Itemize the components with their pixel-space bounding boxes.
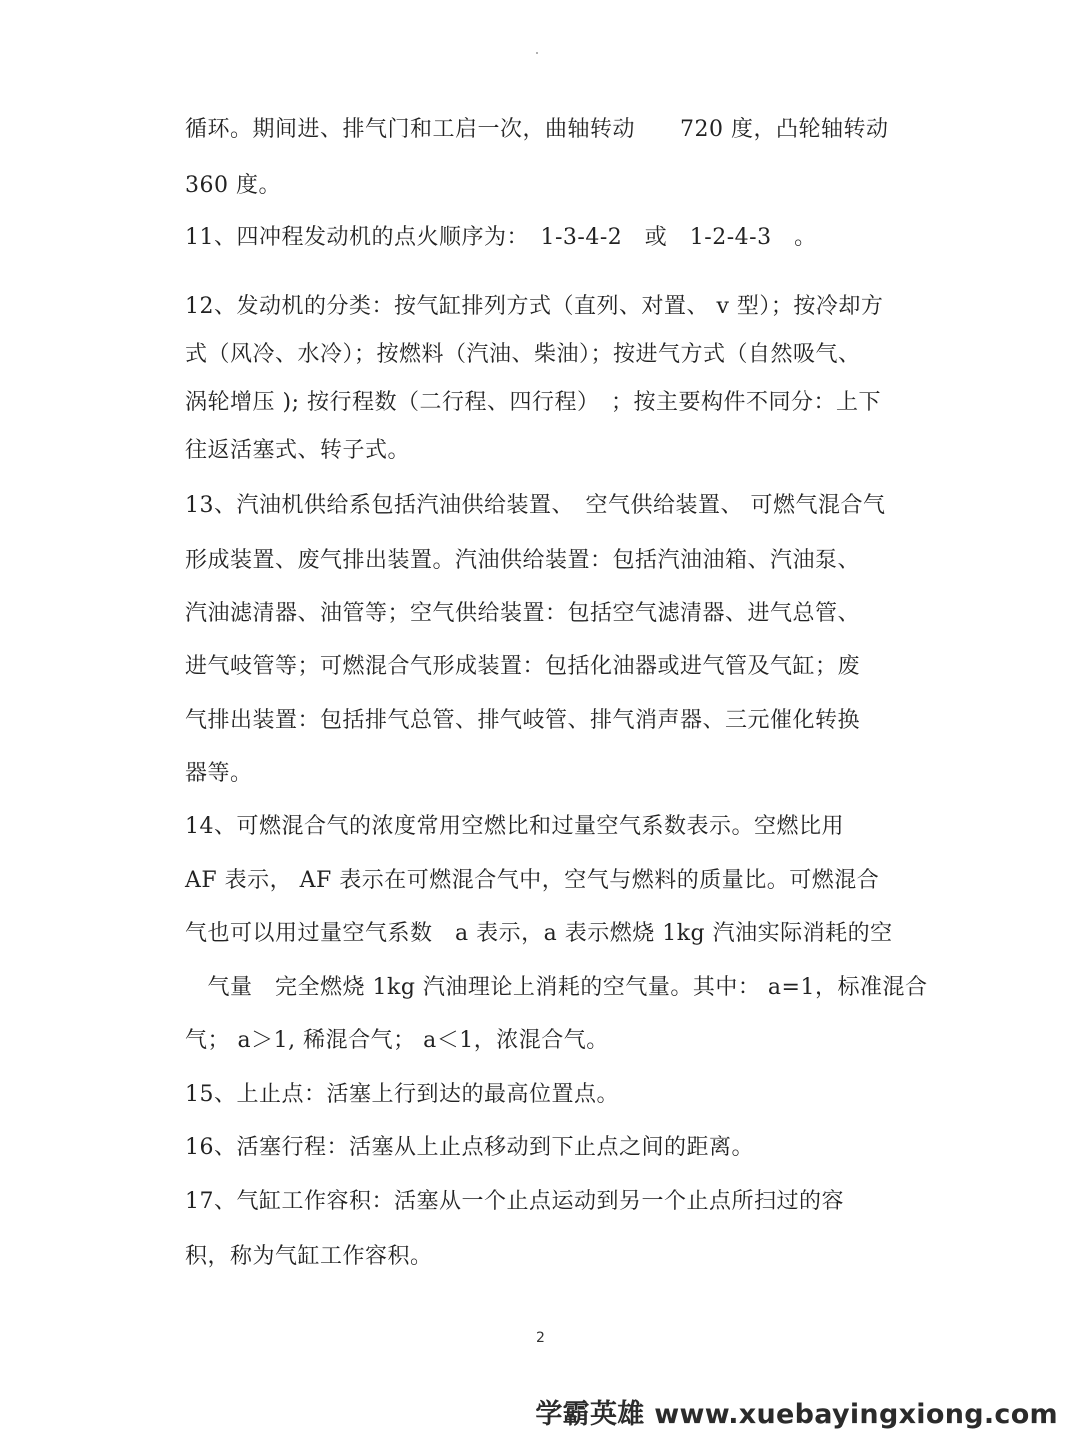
text-line: 汽油滤清器、油管等；空气供给装置：包括空气滤清器、进气总管、 bbox=[185, 601, 861, 626]
text-line: 式（风冷、水冷）；按燃料（汽油、柴油）；按进气方式（自然吸气、 bbox=[185, 342, 861, 367]
text-line: 360 度。 bbox=[185, 173, 281, 198]
text-line: 进气岐管等；可燃混合气形成装置：包括化油器或进气管及气缸；废 bbox=[185, 654, 861, 679]
text-line: 积，称为气缸工作容积。 bbox=[185, 1244, 433, 1269]
text-line: 气； a＞1, 稀混合气； a＜1，浓混合气。 bbox=[185, 1028, 609, 1053]
text-line: 气量 完全燃烧 1kg 汽油理论上消耗的空气量。其中： a=1，标准混合 bbox=[185, 975, 928, 1000]
text-line: 涡轮增压 ); 按行程数（二行程、四行程） ；按主要构件不同分：上下 bbox=[185, 390, 881, 415]
text-line: AF 表示， AF 表示在可燃混合气中，空气与燃料的质量比。可燃混合 bbox=[185, 868, 880, 893]
page-top-dot bbox=[536, 52, 538, 54]
text-line: 11、四冲程发动机的点火顺序为： 1-3-4-2 或 1-2-4-3 。 bbox=[185, 225, 817, 250]
text-line: 器等。 bbox=[185, 761, 253, 786]
text-line: 13、汽油机供给系包括汽油供给装置、 空气供给装置、 可燃气混合气 bbox=[185, 493, 886, 518]
text-line: 循环。期间进、排气门和工启一次，曲轴转动 720 度，凸轮轴转动 bbox=[185, 117, 889, 142]
site-watermark: 学霸英雄 www.xuebayingxiong.com bbox=[535, 1399, 1058, 1430]
text-line: 往返活塞式、转子式。 bbox=[185, 438, 411, 463]
text-line: 15、上止点：活塞上行到达的最高位置点。 bbox=[185, 1082, 619, 1107]
text-line: 气排出装置：包括排气总管、排气岐管、排气消声器、三元催化转换 bbox=[185, 708, 861, 733]
text-line: 17、气缸工作容积：活塞从一个止点运动到另一个止点所扫过的容 bbox=[185, 1189, 844, 1214]
text-line: 12、发动机的分类：按气缸排列方式（直列、对置、 v 型）；按冷却方 bbox=[185, 294, 884, 319]
text-line: 气也可以用过量空气系数 a 表示，a 表示燃烧 1kg 汽油实际消耗的空 bbox=[185, 921, 893, 946]
page-number: 2 bbox=[536, 1330, 545, 1346]
text-line: 形成装置、废气排出装置。汽油供给装置：包括汽油油箱、汽油泵、 bbox=[185, 548, 861, 573]
text-line: 14、可燃混合气的浓度常用空燃比和过量空气系数表示。空燃比用 bbox=[185, 814, 844, 839]
text-line: 16、活塞行程：活塞从上止点移动到下止点之间的距离。 bbox=[185, 1135, 754, 1160]
